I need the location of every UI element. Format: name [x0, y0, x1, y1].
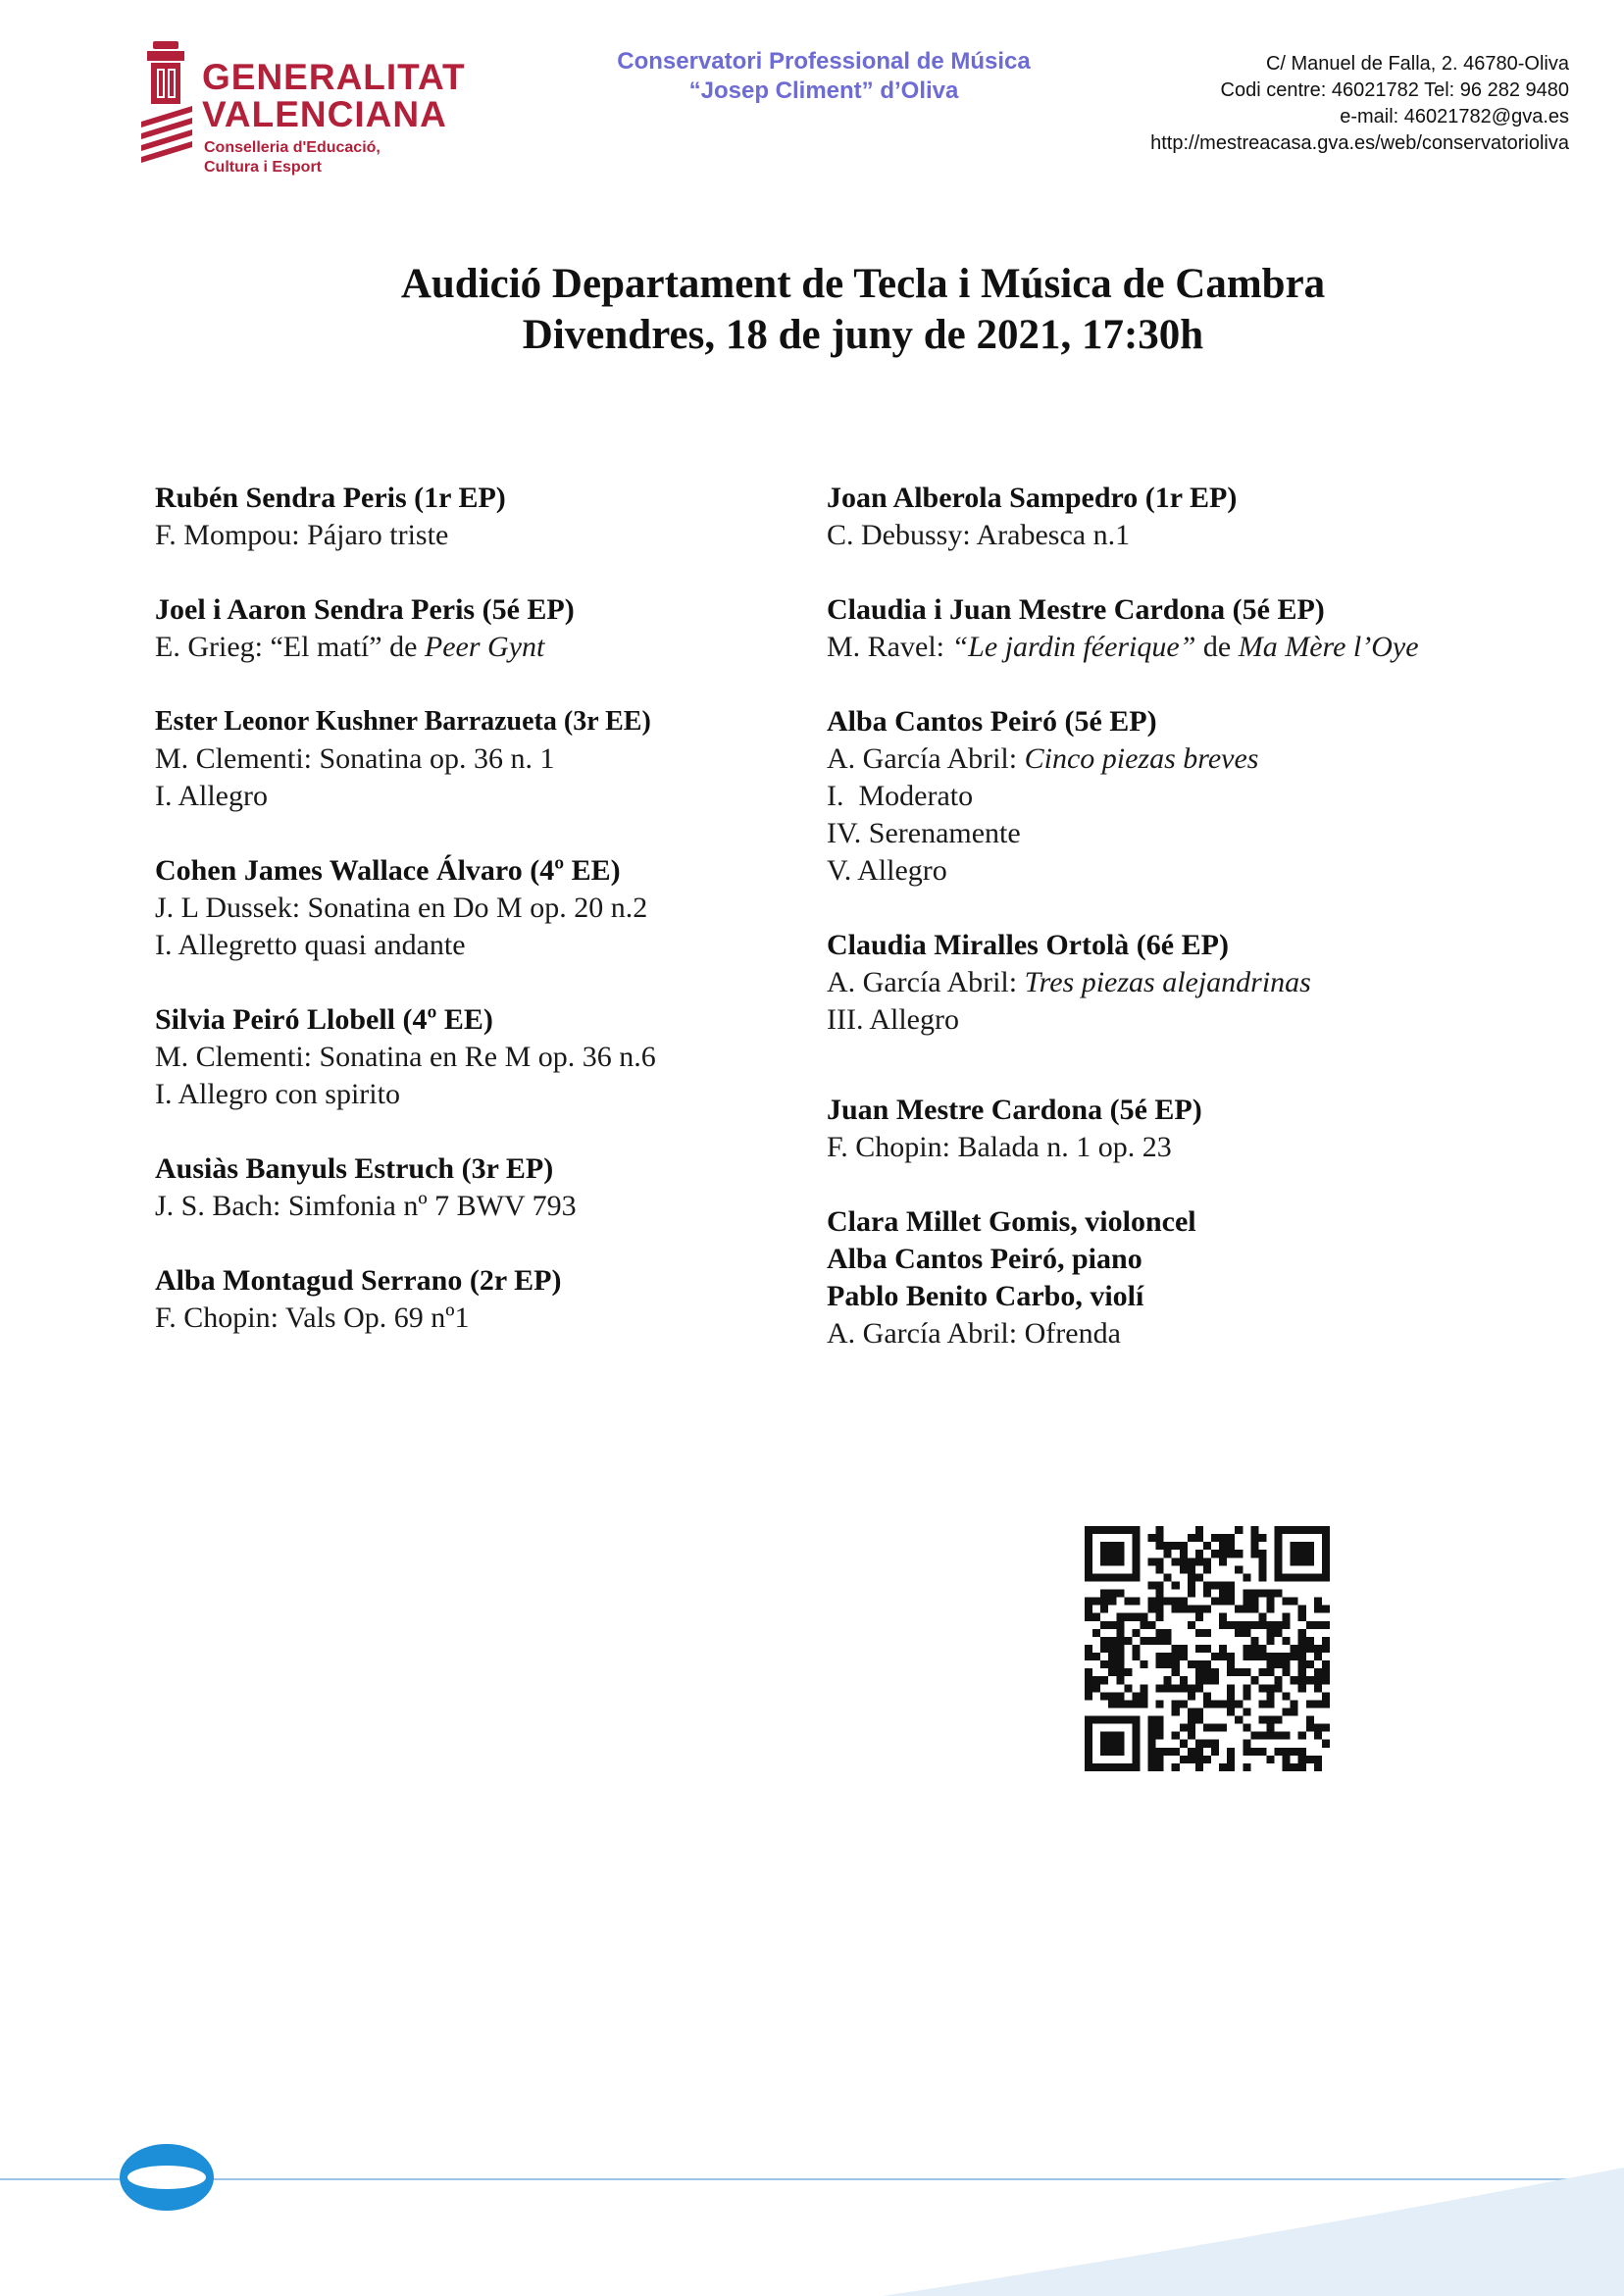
program-item [827, 703, 1611, 890]
work-title-italic: Tres piezas alejandrinas [1024, 966, 1311, 998]
program-item [155, 1001, 861, 1113]
conservatori-name [549, 47, 1098, 106]
work-line [827, 740, 1611, 778]
title-line-1: Audició Departament de Tecla i Música de Cambra [400, 261, 1326, 307]
work-text: M. Ravel: [827, 631, 952, 663]
conservatori-line-2: “Josep Climent” d’Oliva [688, 77, 959, 104]
work-title-italic: “Le jardin féerique” [951, 631, 1196, 663]
movement-line: I. Allegretto quasi andante [155, 929, 466, 961]
work-text: E. Grieg: “El matí” de [155, 631, 425, 663]
address-block [1059, 51, 1569, 157]
work-title-italic: Peer Gynt [424, 631, 545, 663]
page-title [0, 259, 1624, 361]
movement-line: I. Allegro con spirito [155, 1078, 400, 1110]
program-item [155, 480, 861, 554]
generalitat-emblem-icon [137, 37, 196, 165]
program-item [827, 1092, 1611, 1166]
movement-line: V. Allegro [827, 854, 947, 887]
work-line: J. L Dussek: Sonatina en Do M op. 20 n.2 [155, 892, 648, 924]
work-text: de [1195, 631, 1239, 663]
program-item [155, 1262, 861, 1337]
work-line: F. Chopin: Vals Op. 69 nº1 [155, 1301, 470, 1334]
work-text: A. García Abril: [827, 966, 1025, 998]
performer-name: Silvia Peiró Llobell (4º EE) [155, 1003, 493, 1036]
logo-line-valenciana: VALENCIANA [202, 94, 447, 134]
movement-line: I. Moderato [827, 780, 974, 812]
performer-name: Claudia Miralles Ortolà (6é EP) [827, 929, 1229, 961]
program-item [827, 591, 1611, 666]
program-item [155, 703, 861, 815]
movement-line: IV. Serenamente [827, 817, 1021, 849]
performer-name: Ausiàs Banyuls Estruch (3r EP) [155, 1152, 554, 1185]
performer-name: Cohen James Wallace Álvaro (4º EE) [155, 854, 621, 887]
generalitat-logo [137, 37, 466, 184]
work-line [827, 964, 1611, 1001]
performer-name: Ester Leonor Kushner Barrazueta (3r EE) [155, 706, 651, 737]
program-item [155, 1150, 861, 1225]
performer-name: Alba Montagud Serrano (2r EP) [155, 1264, 562, 1297]
program-item [155, 591, 861, 666]
work-line: F. Mompou: Pájaro triste [155, 519, 449, 551]
performer-name: Claudia i Juan Mestre Cardona (5é EP) [827, 593, 1325, 626]
work-title-italic: Cinco piezas breves [1024, 742, 1259, 775]
work-line: J. S. Bach: Simfonia nº 7 BWV 793 [155, 1190, 577, 1222]
address-street: C/ Manuel de Falla, 2. 46780-Oliva [1265, 53, 1569, 75]
footer-decoration [0, 2128, 1624, 2296]
performer-name: Clara Millet Gomis, violoncel [827, 1205, 1196, 1238]
address-email: e-mail: 46021782@gva.es [1340, 106, 1569, 128]
work-line: F. Chopin: Balada n. 1 op. 23 [827, 1131, 1172, 1163]
movement-line: III. Allegro [827, 1003, 959, 1036]
movement-line: I. Allegro [155, 780, 268, 812]
program-item [827, 1203, 1611, 1352]
work-line [827, 629, 1611, 666]
address-codi-tel: Codi centre: 46021782 Tel: 96 282 9480 [1220, 79, 1569, 101]
conservatori-line-1: Conservatori Professional de Música [617, 48, 1031, 75]
footer-logo-icon [120, 2144, 214, 2211]
work-title-italic: Ma Mère l’Oye [1238, 631, 1419, 663]
qr-code-icon[interactable] [1077, 1518, 1338, 1779]
logo-line-cultura: Cultura i Esport [204, 159, 323, 176]
work-text: A. García Abril: [827, 742, 1025, 775]
title-line-2: Divendres, 18 de juny de 2021, 17:30h [522, 312, 1204, 358]
work-line: A. García Abril: Ofrenda [827, 1317, 1121, 1350]
logo-line-conselleria: Conselleria d'Educació, [204, 139, 381, 156]
program-right-column [827, 480, 1611, 1352]
performer-name: Alba Cantos Peiró (5é EP) [827, 705, 1157, 738]
work-line: M. Clementi: Sonatina en Re M op. 36 n.6 [155, 1041, 656, 1073]
work-line [155, 629, 861, 666]
performer-name: Rubén Sendra Peris (1r EP) [155, 482, 506, 514]
program-item [155, 852, 861, 964]
performer-name: Alba Cantos Peiró, piano [827, 1243, 1142, 1275]
logo-line-generalitat: GENERALITAT [202, 57, 466, 97]
work-line: M. Clementi: Sonatina op. 36 n. 1 [155, 742, 555, 775]
program-left-column [155, 480, 861, 1337]
program-item [827, 480, 1611, 554]
address-url: http://mestreacasa.gva.es/web/conservatorioliva [1150, 132, 1569, 154]
performer-name: Joel i Aaron Sendra Peris (5é EP) [155, 593, 575, 626]
work-line: C. Debussy: Arabesca n.1 [827, 519, 1131, 551]
performer-name: Joan Alberola Sampedro (1r EP) [827, 482, 1238, 514]
performer-name: Juan Mestre Cardona (5é EP) [827, 1094, 1202, 1126]
program-item [827, 927, 1611, 1039]
performer-name: Pablo Benito Carbo, violí [827, 1280, 1144, 1312]
